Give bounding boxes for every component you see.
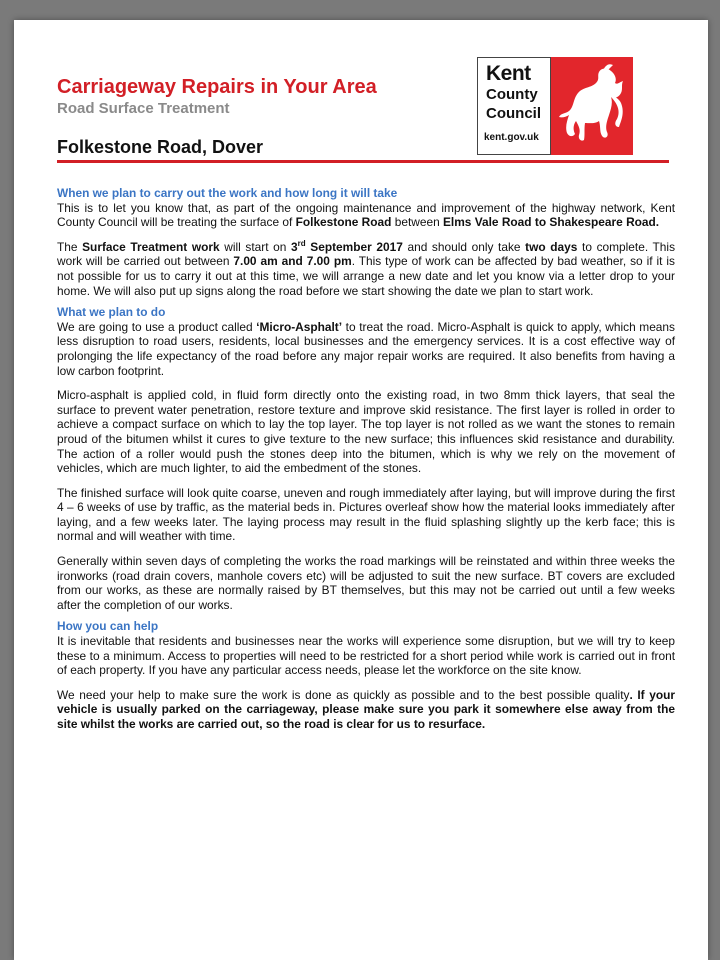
text-run: This is to let you know that, as part of the ongoing maintenance and improvement of the highway network, Kent County Council will be treating the surface of <box>57 200 675 230</box>
logo-word-kent: Kent <box>486 62 531 85</box>
what-paragraph-1 <box>57 320 675 378</box>
text-run: and should only take <box>402 239 526 254</box>
start-date <box>291 240 403 254</box>
help-paragraph-2 <box>57 688 675 732</box>
location-heading: Folkestone Road, Dover <box>57 137 264 157</box>
logo-word-council: Council <box>486 105 541 122</box>
document-page <box>14 20 708 960</box>
help-paragraph-1: It is inevitable that residents and businesses near the works will experience some disruption, but we will try to keep these to a minimum. Access to properties will need to be restricted for a short period while work is carried out in front of each property. If you have any particular access needs, please let the workforce on the site know. <box>57 634 675 678</box>
work-type: Surface Treatment work <box>82 239 220 254</box>
letter-body <box>57 186 675 742</box>
parking-request: . If your vehicle is usually parked on the carriageway, please make sure you park it somewhere else away from the site whilst the works are carried out, so the road is clear for us to resurface. <box>57 687 675 731</box>
header-divider <box>57 160 669 163</box>
page-subtitle: Road Surface Treatment <box>57 100 230 117</box>
text-run: between <box>391 215 443 230</box>
section-heading-help: How you can help <box>57 619 159 634</box>
when-paragraph-2 <box>57 240 675 298</box>
logo-word-county: County <box>486 86 538 103</box>
section-heading-what: What we plan to do <box>57 305 166 320</box>
road-extent: Elms Vale Road to Shakespeare Road. <box>443 215 660 230</box>
duration: two days <box>525 239 578 254</box>
text-run: We are going to use a product called <box>57 319 257 334</box>
logo-url: kent.gov.uk <box>484 132 539 143</box>
text-run: The <box>57 239 83 254</box>
road-name: Folkestone Road <box>295 215 392 230</box>
text-run: . This type of work can be affected by bad weather, so if it is not possible for us to carry it out at this time, we will arrange a new date and let you know via a letter drop to your home. We will also put up signs along the road before we start showing the date we plan to start work. <box>57 254 675 298</box>
start-day: 3 <box>291 239 298 254</box>
kent-county-council-logo <box>477 57 633 155</box>
text-run: We need your help to make sure the work is done as quickly as possible and to the best possible quality <box>57 687 630 702</box>
what-paragraph-4: Generally within seven days of completing the works the road markings will be reinstated and within three weeks the ironworks (road drain covers, manhole covers etc) will be adjusted to suit the new surface. BT covers are excluded from our works, as these are normally raised by BT themselves, but this may not be carried out until a few weeks after the completion of our works. <box>57 554 675 612</box>
text-run: will start on <box>219 239 292 254</box>
white-horse-icon <box>551 57 633 155</box>
when-paragraph-1 <box>57 201 675 230</box>
ordinal-suffix: rd <box>297 238 306 248</box>
section-heading-when: When we plan to carry out the work and how long it will take <box>57 186 398 200</box>
logo-text-box <box>477 57 551 155</box>
page-title: Carriageway Repairs in Your Area <box>57 76 377 98</box>
start-month-year: September 2017 <box>305 239 403 254</box>
text-run: to complete. This work will be carried out between <box>57 239 676 269</box>
what-paragraph-3: The finished surface will look quite coarse, uneven and rough immediately after laying, but will improve during the first 4 – 6 weeks of use by traffic, as the material beds in. Pictures overleaf show how the material looks immediately after laying, and a few weeks later. The laying process may result in the fluid splashing slightly up the kerb face; this is normal and will weather with time. <box>57 485 675 544</box>
product-name: ‘Micro-Asphalt’ <box>256 319 343 334</box>
text-run: to treat the road. Micro-Asphalt is quick to apply, which means less disruption to road users, residents, local businesses and the emergency services. It is a cost effective way of prolonging the life expectancy of the road before any major repair works are required. It also benefits from having a low carbon footprint. <box>57 319 675 378</box>
working-hours: 7.00 am and 7.00 pm <box>233 254 352 269</box>
what-paragraph-2: Micro-asphalt is applied cold, in fluid form directly onto the existing road, in two 8mm thick layers, that seal the surface to prevent water penetration, restore texture and improve skid resistance. The first layer is rolled in order to achieve a compact surface on which to lay the top layer. The top layer is not rolled as we want the stones to remain proud of the bitumen whilst it cures to give texture to the new surface; this influences skid resistance and durability. The action of a roller would push the stones deep into the bitumen, which is why we rely on the movement of vehicles, which are much lighter, to aid the embedment of the stones. <box>57 388 675 476</box>
